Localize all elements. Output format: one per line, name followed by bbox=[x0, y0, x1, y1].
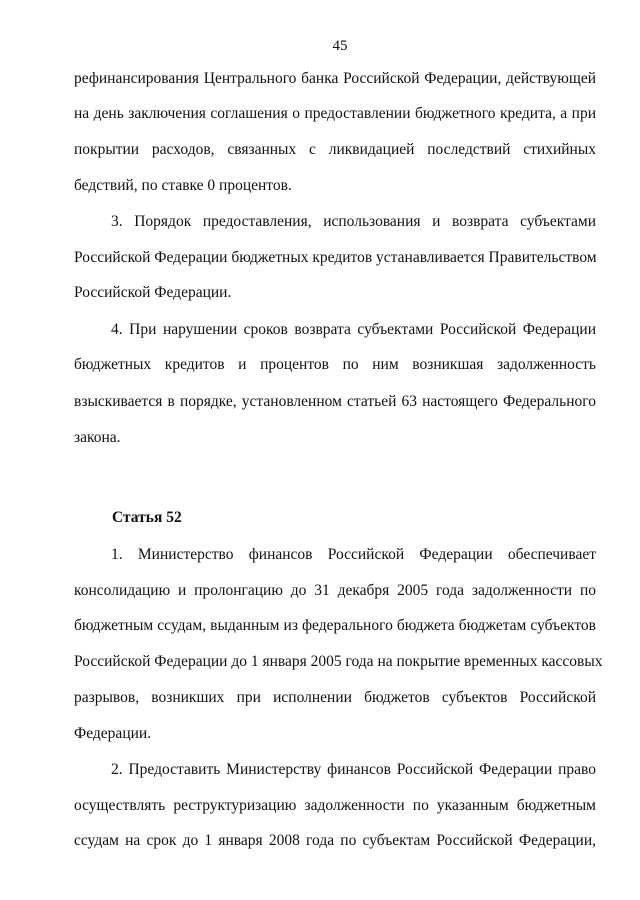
text-line: рефинансирования Центрального банка Российской Федерации, действующей bbox=[74, 70, 596, 87]
text-line: 1. Министерство финансов Российской Федерации обеспечивает bbox=[111, 546, 596, 563]
text-line: бюджетным ссудам, выданным из федерального бюджета бюджетам субъектов bbox=[74, 617, 596, 634]
text-line: 2. Предоставить Министерству финансов Российской Федерации право bbox=[111, 761, 596, 778]
text-line: консолидацию и пролонгацию до 31 декабря 2005 года задолженности по bbox=[74, 582, 596, 599]
text-line: бюджетных кредитов и процентов по ним возникшая задолженность bbox=[74, 356, 596, 373]
text-line: закона. bbox=[74, 429, 121, 446]
text-line: на день заключения соглашения о предоставлении бюджетного кредита, а при bbox=[74, 105, 596, 122]
article-heading: Статья 52 bbox=[112, 509, 182, 526]
text-line: бедствий, по ставке 0 процентов. bbox=[74, 177, 292, 194]
text-line: ссудам на срок до 1 января 2008 года по субъектам Российской Федерации, bbox=[74, 832, 596, 849]
text-line: 4. При нарушении сроков возврата субъектами Российской Федерации bbox=[111, 321, 596, 338]
text-line: Российской Федерации бюджетных кредитов устанавливается Правительством bbox=[74, 249, 597, 266]
text-line: покрытии расходов, связанных с ликвидацией последствий стихийных bbox=[74, 141, 596, 158]
text-line: 3. Порядок предоставления, использования и возврата субъектами bbox=[111, 213, 596, 230]
page-number: 45 bbox=[332, 38, 348, 54]
text-line: Российской Федерации до 1 января 2005 года на покрытие временных кассовых bbox=[74, 653, 603, 670]
text-line: осуществлять реструктуризацию задолженности по указанным бюджетным bbox=[74, 797, 596, 814]
text-line: взыскивается в порядке, установленном статьей 63 настоящего Федерального bbox=[74, 393, 596, 410]
text-line: Российской Федерации. bbox=[74, 284, 232, 301]
text-line: Федерации. bbox=[74, 725, 152, 742]
text-line: разрывов, возникших при исполнении бюджетов субъектов Российской bbox=[74, 689, 596, 706]
